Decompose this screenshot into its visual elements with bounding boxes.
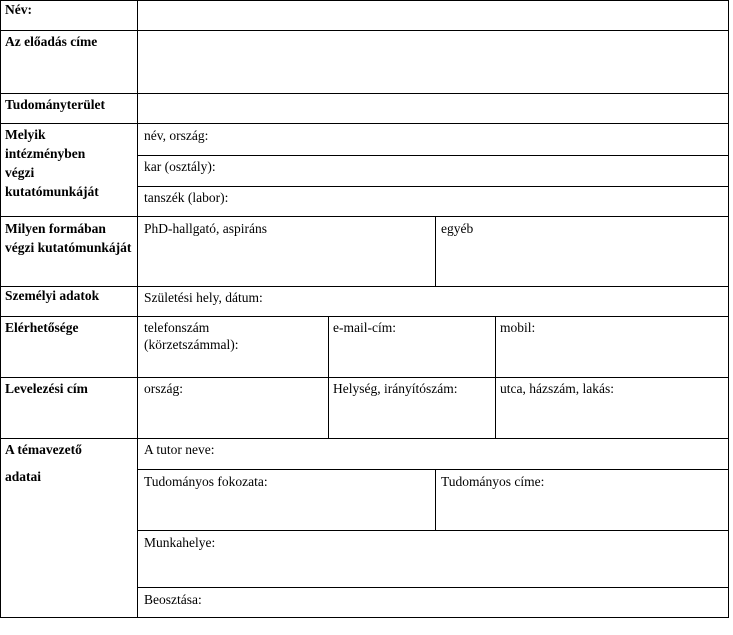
- inst-name-field[interactable]: [138, 124, 728, 155]
- country-field[interactable]: [138, 378, 328, 438]
- city-field[interactable]: [329, 378, 495, 438]
- workplace-caption: Munkahelye:: [144, 535, 216, 550]
- inst-name-caption: név, ország:: [144, 128, 209, 143]
- email-field[interactable]: [329, 317, 495, 377]
- degree-caption: Tudományos fokozata:: [144, 474, 268, 489]
- other-field[interactable]: [436, 217, 728, 286]
- country-caption: ország:: [144, 381, 183, 396]
- grid-line: [728, 0, 729, 618]
- inst-faculty-field[interactable]: [138, 156, 728, 186]
- label-institution: Melyik intézményben végzi kutatómunkáját: [5, 127, 99, 199]
- label-personal: Személyi adatok: [5, 288, 100, 303]
- tutor-title-field[interactable]: [436, 470, 728, 530]
- tutor-name-caption: A tutor neve:: [144, 442, 215, 457]
- phone-caption: telefonszám: [144, 320, 210, 335]
- field-of-science-field[interactable]: [138, 94, 728, 123]
- phone-field[interactable]: [138, 317, 328, 377]
- label-title: Az előadás címe: [5, 34, 98, 49]
- inst-dept-caption: tanszék (labor):: [144, 190, 229, 205]
- grid-line: [0, 617, 729, 618]
- tutor-title-caption: Tudományos címe:: [441, 474, 545, 489]
- phd-caption: PhD-hallgató, aspiráns: [144, 221, 267, 236]
- street-field[interactable]: [496, 378, 728, 438]
- phd-field[interactable]: [138, 217, 435, 286]
- other-caption: egyéb: [441, 221, 474, 236]
- label-mail: Levelezési cím: [5, 381, 88, 396]
- label-name: Név:: [5, 2, 32, 17]
- label-supervisor-2: adatai: [5, 469, 42, 484]
- degree-field[interactable]: [138, 470, 435, 530]
- email-caption: e-mail-cím:: [333, 320, 396, 335]
- mobile-caption: mobil:: [500, 320, 536, 335]
- inst-faculty-caption: kar (osztály):: [144, 159, 216, 174]
- position-field[interactable]: [138, 588, 728, 617]
- grid-line: [0, 0, 1, 618]
- birth-field[interactable]: [138, 287, 728, 316]
- label-form: Milyen formában végzi kutatómunkáját: [5, 221, 132, 255]
- label-supervisor: A témavezető: [5, 442, 82, 457]
- birth-caption: Születési hely, dátum:: [144, 290, 263, 305]
- city-caption: Helység, irányítószám:: [333, 381, 458, 396]
- street-caption: utca, házszám, lakás:: [500, 381, 614, 396]
- label-field: Tudományterület: [5, 97, 106, 112]
- name-field[interactable]: [138, 1, 728, 30]
- title-field[interactable]: [138, 31, 728, 93]
- phone-caption-2: (körzetszámmal):: [144, 337, 239, 352]
- mobile-field[interactable]: [496, 317, 728, 377]
- tutor-name-field[interactable]: [138, 439, 728, 469]
- workplace-field[interactable]: [138, 531, 728, 587]
- label-contact: Elérhetősége: [5, 320, 79, 335]
- position-caption: Beosztása:: [144, 592, 202, 607]
- inst-dept-field[interactable]: [138, 187, 728, 216]
